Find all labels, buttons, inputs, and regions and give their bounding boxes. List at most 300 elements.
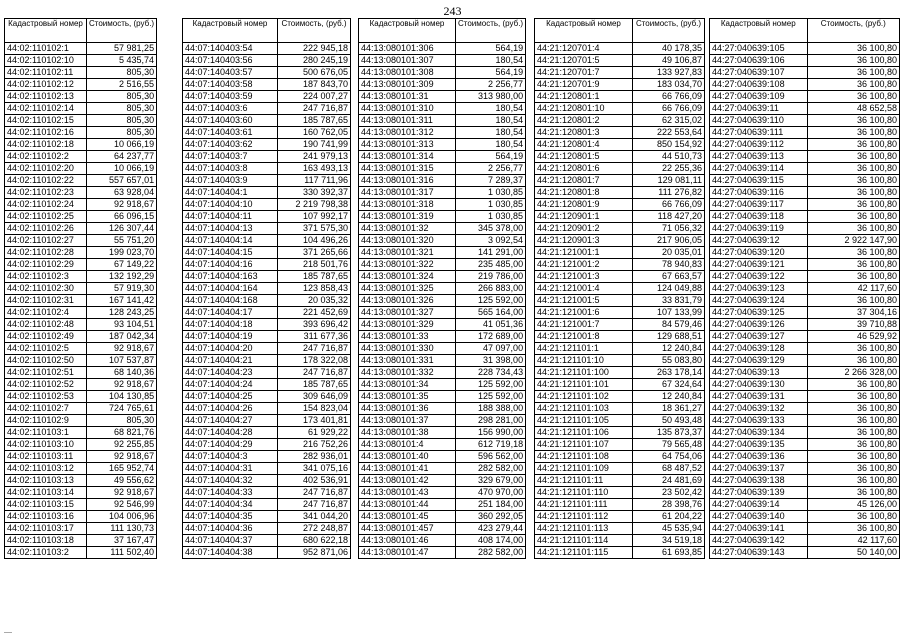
table-row	[359, 283, 526, 295]
cost-value: 218 501,76	[278, 259, 351, 271]
cadastral-number: 44:02:110102:11	[5, 67, 87, 79]
table-row	[359, 55, 526, 67]
cadastral-number: 44:21:120801:1	[535, 91, 633, 103]
cost-value: 36 100,80	[807, 271, 899, 283]
cadastral-number: 44:07:140404:32	[183, 475, 278, 487]
cadastral-number: 44:21:121001:6	[535, 307, 633, 319]
cadastral-number: 44:13:080101:457	[359, 523, 456, 535]
table-row	[710, 379, 900, 391]
cadastral-number: 44:02:110103:12	[5, 463, 87, 475]
table-row	[535, 223, 705, 235]
cost-value: 36 100,80	[807, 523, 899, 535]
cadastral-number: 44:27:040639:108	[710, 79, 808, 91]
cadastral-number: 44:27:040639:135	[710, 439, 808, 451]
cost-value: 272 248,87	[278, 523, 351, 535]
table-row	[5, 139, 157, 151]
cost-value: 57 919,30	[87, 283, 157, 295]
cadastral-number: 44:21:121001:4	[535, 283, 633, 295]
cost-value: 360 292,05	[456, 511, 526, 523]
cost-value: 36 100,80	[807, 175, 899, 187]
cost-value: 805,30	[87, 127, 157, 139]
cost-value: 45 535,94	[633, 523, 705, 535]
table-row	[710, 175, 900, 187]
cost-value: 247 716,87	[278, 343, 351, 355]
header-cost: Стоимость, (руб.)	[807, 19, 899, 43]
table-row	[710, 547, 900, 559]
cost-value: 92 918,67	[87, 451, 157, 463]
table-row	[535, 295, 705, 307]
table-row	[535, 463, 705, 475]
cost-value: 172 689,00	[456, 331, 526, 343]
cadastral-number: 44:07:140404:10	[183, 199, 278, 211]
cadastral-number: 44:02:110102:9	[5, 415, 87, 427]
table-row	[710, 463, 900, 475]
cadastral-number: 44:02:110102:49	[5, 331, 87, 343]
table-row	[183, 223, 351, 235]
cost-value: 141 291,00	[456, 247, 526, 259]
cadastral-number: 44:07:140404:34	[183, 499, 278, 511]
table-row	[183, 139, 351, 151]
cadastral-number: 44:13:080101:326	[359, 295, 456, 307]
table-row	[710, 331, 900, 343]
cost-value: 247 716,87	[278, 499, 351, 511]
table-row	[359, 43, 526, 55]
cadastral-number: 44:07:140404:16	[183, 259, 278, 271]
cost-value: 78 940,83	[633, 259, 705, 271]
cadastral-number: 44:21:121101:110	[535, 487, 633, 499]
table-row	[710, 91, 900, 103]
cost-value: 36 100,80	[807, 427, 899, 439]
cost-value: 222 553,64	[633, 127, 705, 139]
cadastral-table-4	[534, 18, 705, 559]
table-row	[710, 451, 900, 463]
cost-value: 345 378,00	[456, 223, 526, 235]
table-row	[5, 367, 157, 379]
cadastral-number: 44:27:040639:121	[710, 259, 808, 271]
table-row	[535, 139, 705, 151]
cost-value: 18 361,27	[633, 403, 705, 415]
cadastral-number: 44:07:140404:36	[183, 523, 278, 535]
cadastral-number: 44:21:121101:115	[535, 547, 633, 559]
table-row	[359, 67, 526, 79]
cost-value: 129 688,51	[633, 331, 705, 343]
cadastral-number: 44:02:110102:15	[5, 115, 87, 127]
table-row	[710, 235, 900, 247]
table-row	[5, 355, 157, 367]
cadastral-number: 44:21:121101:112	[535, 511, 633, 523]
cost-value: 111 130,73	[87, 523, 157, 535]
table-row	[359, 355, 526, 367]
cost-value: 2 516,55	[87, 79, 157, 91]
cadastral-number: 44:07:140404:28	[183, 427, 278, 439]
cadastral-number: 44:02:110102:26	[5, 223, 87, 235]
cost-value: 111 502,40	[87, 547, 157, 559]
cost-value: 805,30	[87, 103, 157, 115]
table-row	[710, 43, 900, 55]
table-row	[710, 55, 900, 67]
cost-value: 402 536,91	[278, 475, 351, 487]
cadastral-number: 44:13:080101:329	[359, 319, 456, 331]
table-row	[5, 247, 157, 259]
header-cost: Стоимость, (руб.)	[633, 19, 705, 43]
cadastral-number: 44:27:040639:109	[710, 91, 808, 103]
cost-value: 93 104,51	[87, 319, 157, 331]
cost-value: 55 083,80	[633, 355, 705, 367]
cadastral-number: 44:27:040639:112	[710, 139, 808, 151]
table-row	[5, 223, 157, 235]
table-row	[5, 67, 157, 79]
cost-value: 187 843,70	[278, 79, 351, 91]
cost-value: 247 716,87	[278, 487, 351, 499]
cadastral-number: 44:21:121001:5	[535, 295, 633, 307]
table-row	[5, 427, 157, 439]
table-row	[359, 439, 526, 451]
cost-value: 62 315,02	[633, 115, 705, 127]
table-row	[5, 523, 157, 535]
table-row	[535, 67, 705, 79]
header-cost: Стоимость, (руб.)	[87, 19, 157, 43]
cost-value: 20 035,01	[633, 247, 705, 259]
table-row	[5, 163, 157, 175]
cost-value: 557 657,01	[87, 175, 157, 187]
table-row	[710, 307, 900, 319]
table-row	[710, 247, 900, 259]
cadastral-number: 44:21:121101:108	[535, 451, 633, 463]
cadastral-number: 44:13:080101:317	[359, 187, 456, 199]
table-row	[183, 487, 351, 499]
cost-value: 850 154,92	[633, 139, 705, 151]
cadastral-number: 44:13:080101:45	[359, 511, 456, 523]
cost-value: 64 237,77	[87, 151, 157, 163]
table-row	[5, 391, 157, 403]
cadastral-number: 44:21:120801:8	[535, 187, 633, 199]
cost-value: 34 519,18	[633, 535, 705, 547]
cost-value: 36 100,80	[807, 475, 899, 487]
table-row	[5, 463, 157, 475]
table-row	[5, 475, 157, 487]
cost-value: 36 100,80	[807, 91, 899, 103]
cost-value: 185 787,65	[278, 379, 351, 391]
cadastral-number: 44:02:110102:14	[5, 103, 87, 115]
cost-value: 44 510,73	[633, 151, 705, 163]
table-row	[183, 367, 351, 379]
table-row	[183, 415, 351, 427]
cadastral-number: 44:13:080101:36	[359, 403, 456, 415]
table-row	[359, 403, 526, 415]
table-row	[183, 511, 351, 523]
table-row	[710, 475, 900, 487]
table-row	[535, 199, 705, 211]
cadastral-number: 44:07:140404:1	[183, 187, 278, 199]
cadastral-number: 44:02:110102:48	[5, 319, 87, 331]
cost-value: 36 100,80	[807, 115, 899, 127]
cadastral-number: 44:21:120901:2	[535, 223, 633, 235]
cadastral-number: 44:02:110102:10	[5, 55, 87, 67]
cost-value: 57 981,25	[87, 43, 157, 55]
cost-value: 126 307,44	[87, 223, 157, 235]
cadastral-number: 44:13:080101:319	[359, 211, 456, 223]
table-row	[359, 103, 526, 115]
cost-value: 724 765,61	[87, 403, 157, 415]
table-row	[5, 103, 157, 115]
table-row	[710, 79, 900, 91]
cadastral-number: 44:07:140404:24	[183, 379, 278, 391]
table-row	[710, 259, 900, 271]
table-row	[535, 43, 705, 55]
cadastral-number: 44:02:110102:53	[5, 391, 87, 403]
cost-value: 111 276,82	[633, 187, 705, 199]
cadastral-number: 44:02:110102:23	[5, 187, 87, 199]
cost-value: 371 575,30	[278, 223, 351, 235]
cost-value: 263 178,14	[633, 367, 705, 379]
table-row	[359, 223, 526, 235]
cadastral-number: 44:13:080101:309	[359, 79, 456, 91]
table-row	[359, 475, 526, 487]
cadastral-number: 44:27:040639:132	[710, 403, 808, 415]
cadastral-number: 44:13:080101:41	[359, 463, 456, 475]
cadastral-number: 44:02:110103:17	[5, 523, 87, 535]
cost-value: 63 928,04	[87, 187, 157, 199]
table-row	[183, 451, 351, 463]
cost-value: 423 279,44	[456, 523, 526, 535]
cadastral-number: 44:07:140403:56	[183, 55, 278, 67]
cadastral-number: 44:07:140404:31	[183, 463, 278, 475]
cadastral-number: 44:27:040639:134	[710, 427, 808, 439]
cost-value: 40 178,35	[633, 43, 705, 55]
cost-value: 2 256,77	[456, 163, 526, 175]
cadastral-number: 44:27:040639:137	[710, 463, 808, 475]
cost-value: 7 289,37	[456, 175, 526, 187]
cost-value: 107 992,17	[278, 211, 351, 223]
cost-value: 117 711,96	[278, 175, 351, 187]
table-row	[359, 127, 526, 139]
table-row	[183, 259, 351, 271]
cadastral-number: 44:21:120801:10	[535, 103, 633, 115]
table-row	[183, 235, 351, 247]
table-row	[183, 463, 351, 475]
cadastral-number: 44:13:080101:332	[359, 367, 456, 379]
cadastral-number: 44:13:080101:4	[359, 439, 456, 451]
cadastral-number: 44:27:040639:140	[710, 511, 808, 523]
cost-value: 1 030,85	[456, 187, 526, 199]
cost-value: 330 392,37	[278, 187, 351, 199]
cadastral-number: 44:07:140404:21	[183, 355, 278, 367]
table-row	[183, 379, 351, 391]
cost-value: 36 100,80	[807, 343, 899, 355]
cadastral-table-2	[182, 18, 351, 559]
cadastral-number: 44:21:121101:106	[535, 427, 633, 439]
cost-value: 185 787,65	[278, 271, 351, 283]
cost-value: 180,54	[456, 55, 526, 67]
table-row	[710, 403, 900, 415]
page-number: 243	[443, 4, 462, 18]
table-row	[359, 415, 526, 427]
cadastral-number: 44:27:040639:136	[710, 451, 808, 463]
cadastral-number: 44:02:110102:5	[5, 343, 87, 355]
cadastral-number: 44:02:110102:27	[5, 235, 87, 247]
table-row	[710, 343, 900, 355]
cadastral-number: 44:27:040639:11	[710, 103, 808, 115]
table-row	[359, 235, 526, 247]
table-row	[359, 343, 526, 355]
cadastral-number: 44:13:080101:31	[359, 91, 456, 103]
cost-value: 125 592,00	[456, 391, 526, 403]
table-row	[183, 91, 351, 103]
cadastral-number: 44:27:040639:138	[710, 475, 808, 487]
table-row	[710, 67, 900, 79]
cost-value: 48 652,58	[807, 103, 899, 115]
cost-value: 313 980,00	[456, 91, 526, 103]
cost-value: 36 100,80	[807, 487, 899, 499]
cadastral-number: 44:13:080101:46	[359, 535, 456, 547]
cost-value: 219 786,00	[456, 271, 526, 283]
cost-value: 247 716,87	[278, 367, 351, 379]
table-row	[183, 283, 351, 295]
cadastral-number: 44:27:040639:107	[710, 67, 808, 79]
cadastral-number: 44:21:120801:6	[535, 163, 633, 175]
cost-value: 55 751,20	[87, 235, 157, 247]
cost-value: 612 719,18	[456, 439, 526, 451]
cost-value: 50 493,48	[633, 415, 705, 427]
cost-value: 64 754,06	[633, 451, 705, 463]
cost-value: 167 141,42	[87, 295, 157, 307]
cadastral-number: 44:02:110102:31	[5, 295, 87, 307]
cadastral-number: 44:07:140404:18	[183, 319, 278, 331]
cadastral-number: 44:21:121101:103	[535, 403, 633, 415]
cost-value: 36 100,80	[807, 355, 899, 367]
cadastral-number: 44:02:110103:13	[5, 475, 87, 487]
cost-value: 564,19	[456, 43, 526, 55]
cadastral-number: 44:21:120701:9	[535, 79, 633, 91]
cost-value: 1 030,85	[456, 199, 526, 211]
cost-value: 39 710,88	[807, 319, 899, 331]
cost-value: 79 565,48	[633, 439, 705, 451]
cost-value: 41 051,36	[456, 319, 526, 331]
cost-value: 49 106,87	[633, 55, 705, 67]
table-row	[359, 307, 526, 319]
cost-value: 408 174,00	[456, 535, 526, 547]
cadastral-number: 44:07:140404:23	[183, 367, 278, 379]
cost-value: 42 117,60	[807, 535, 899, 547]
cadastral-number: 44:27:040639:105	[710, 43, 808, 55]
cadastral-number: 44:21:120701:5	[535, 55, 633, 67]
cost-value: 160 762,05	[278, 127, 351, 139]
cost-value: 92 546,99	[87, 499, 157, 511]
cadastral-number: 44:21:121101:107	[535, 439, 633, 451]
table-row	[183, 547, 351, 559]
cadastral-number: 44:13:080101:37	[359, 415, 456, 427]
cadastral-number: 44:02:110103:2	[5, 547, 87, 559]
cadastral-number: 44:27:040639:139	[710, 487, 808, 499]
table-row	[710, 391, 900, 403]
table-row	[359, 259, 526, 271]
table-row	[183, 79, 351, 91]
cost-value: 92 918,67	[87, 379, 157, 391]
cost-value: 500 676,05	[278, 67, 351, 79]
table-row	[5, 451, 157, 463]
table-row	[710, 319, 900, 331]
cost-value: 280 245,19	[278, 55, 351, 67]
table-row	[183, 535, 351, 547]
table-row	[5, 511, 157, 523]
table-row	[183, 163, 351, 175]
cadastral-number: 44:13:080101:314	[359, 151, 456, 163]
cost-value: 71 056,32	[633, 223, 705, 235]
table-row	[5, 115, 157, 127]
cost-value: 470 970,00	[456, 487, 526, 499]
table-row	[183, 127, 351, 139]
table-row	[5, 235, 157, 247]
cadastral-number: 44:07:140403:8	[183, 163, 278, 175]
table-row	[359, 379, 526, 391]
table-row	[183, 175, 351, 187]
cost-value: 92 918,67	[87, 343, 157, 355]
cadastral-number: 44:21:120801:7	[535, 175, 633, 187]
cadastral-number: 44:13:080101:327	[359, 307, 456, 319]
cost-value: 45 126,00	[807, 499, 899, 511]
header-cadastral-number: Кадастровый номер	[5, 19, 87, 43]
cadastral-number: 44:13:080101:35	[359, 391, 456, 403]
table-row	[183, 187, 351, 199]
cadastral-number: 44:07:140404:33	[183, 487, 278, 499]
cadastral-number: 44:27:040639:118	[710, 211, 808, 223]
cost-value: 46 529,92	[807, 331, 899, 343]
cadastral-number: 44:02:110103:11	[5, 451, 87, 463]
cost-value: 341 075,16	[278, 463, 351, 475]
cost-value: 50 140,00	[807, 547, 899, 559]
cadastral-number: 44:27:040639:127	[710, 331, 808, 343]
table-row	[535, 487, 705, 499]
cadastral-number: 44:21:121101:105	[535, 415, 633, 427]
cost-value: 47 097,00	[456, 343, 526, 355]
table-row	[710, 535, 900, 547]
cadastral-number: 44:13:080101:316	[359, 175, 456, 187]
cadastral-number: 44:13:080101:324	[359, 271, 456, 283]
cost-value: 36 100,80	[807, 463, 899, 475]
table-row	[5, 43, 157, 55]
table-row	[359, 211, 526, 223]
table-row	[359, 463, 526, 475]
table-row	[535, 187, 705, 199]
table-row	[535, 535, 705, 547]
cadastral-number: 44:02:110102:51	[5, 367, 87, 379]
cost-value: 173 401,81	[278, 415, 351, 427]
cost-value: 36 100,80	[807, 79, 899, 91]
table-row	[359, 331, 526, 343]
cadastral-number: 44:07:140404:38	[183, 547, 278, 559]
cadastral-number: 44:07:140404:17	[183, 307, 278, 319]
table-row	[5, 319, 157, 331]
table-row	[183, 343, 351, 355]
table-row	[183, 115, 351, 127]
cost-value: 10 066,19	[87, 139, 157, 151]
table-row	[535, 151, 705, 163]
cadastral-number: 44:13:080101:38	[359, 427, 456, 439]
cadastral-number: 44:13:080101:330	[359, 343, 456, 355]
cadastral-number: 44:02:110102:4	[5, 307, 87, 319]
cost-value: 36 100,80	[807, 295, 899, 307]
table-row	[359, 247, 526, 259]
table-row	[535, 163, 705, 175]
table-row	[359, 187, 526, 199]
cadastral-number: 44:27:040639:110	[710, 115, 808, 127]
cadastral-number: 44:13:080101:44	[359, 499, 456, 511]
cost-value: 104 130,85	[87, 391, 157, 403]
cadastral-number: 44:07:140403:57	[183, 67, 278, 79]
cadastral-number: 44:27:040639:12	[710, 235, 808, 247]
header-cost: Стоимость, (руб.)	[278, 19, 351, 43]
table-row	[535, 55, 705, 67]
